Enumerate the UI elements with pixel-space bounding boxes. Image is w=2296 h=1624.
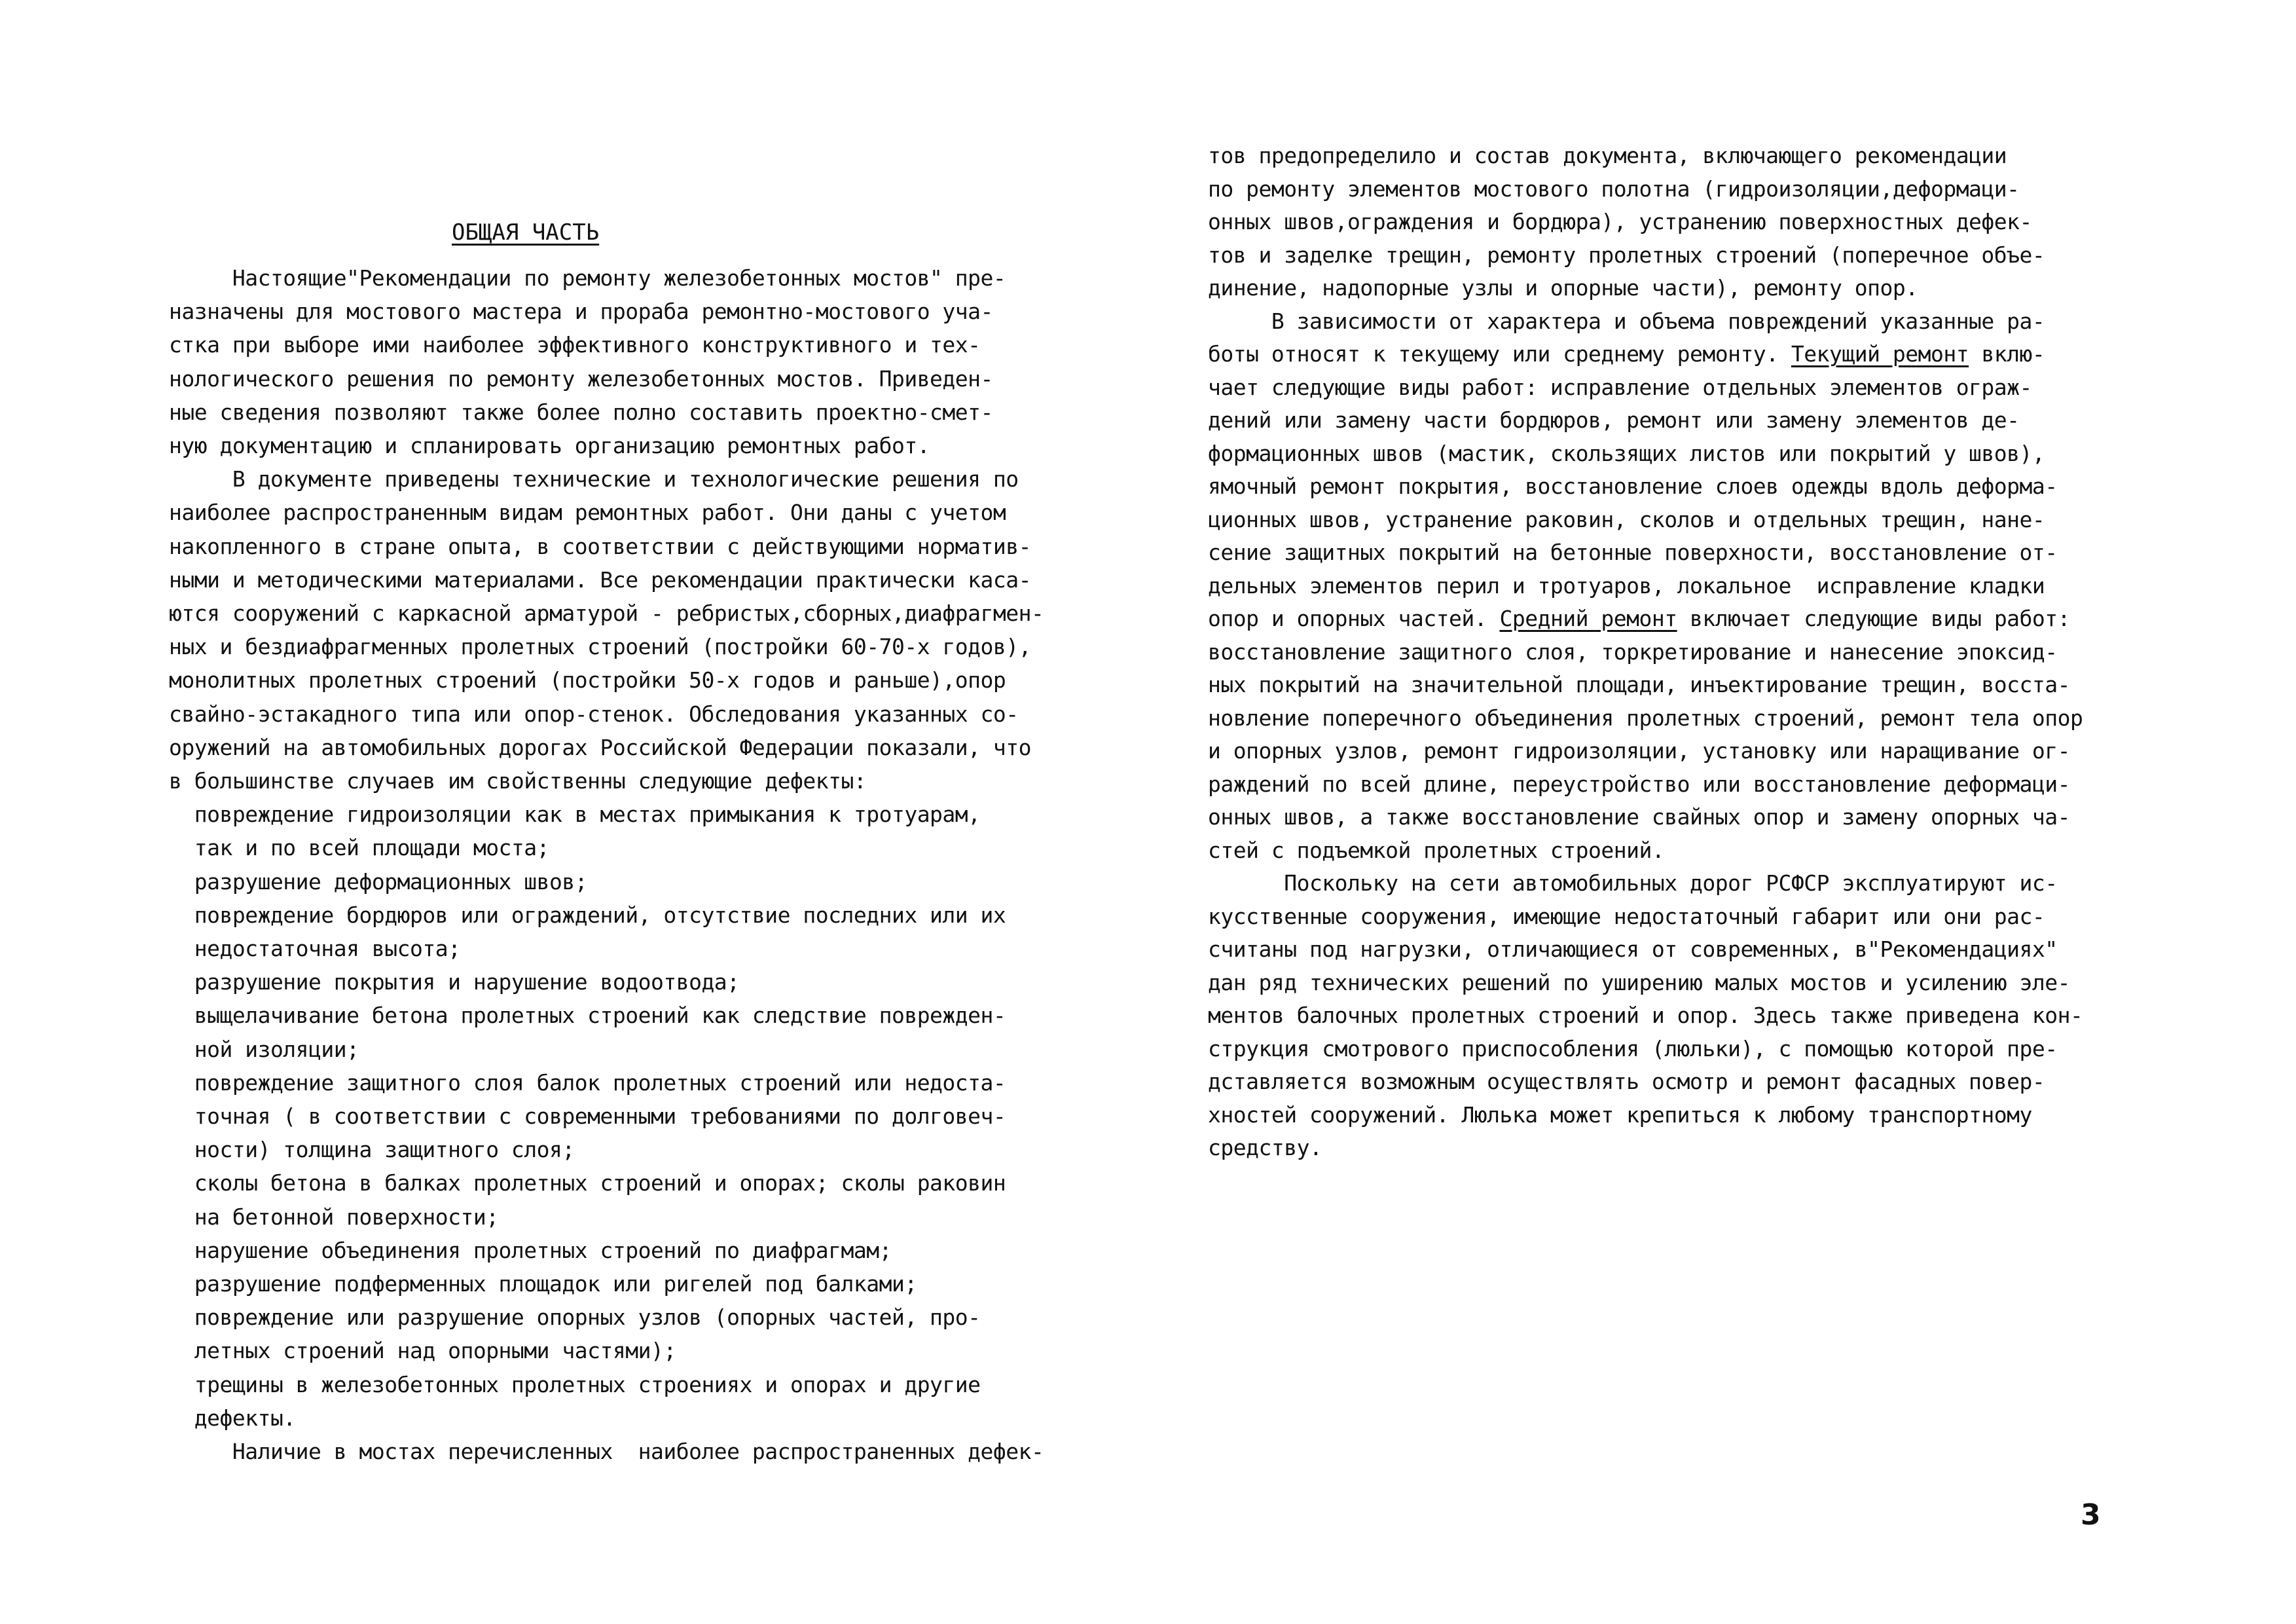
text-line: формационных швов (мастик, скользящих листов или покрытий у швов), (1208, 440, 2045, 466)
text-line: ные сведения позволяют также более полно составить проектно-смет- (169, 399, 993, 425)
text-line: летных строений над опорными частями); (169, 1338, 676, 1364)
text-line: нологического решения по ремонту железобетонных мостов. Приведен- (169, 365, 993, 392)
text-line: струкция смотрового приспособления (люльки), с помощью которой пре- (1208, 1035, 2058, 1061)
text-line: повреждение гидроизоляции как в местах примыкания к тротуарам, (169, 802, 981, 828)
section-heading: ОБЩАЯ ЧАСТЬ (452, 219, 600, 246)
text-line: ных покрытий на значительной площади, инъектирование трещин, восста- (1208, 672, 2071, 697)
text-line: восстановление защитного слоя, торкретирование и нанесение эпоксид- (1208, 638, 2058, 665)
text-line: ментов балочных пролетных строений и опор. Здесь также приведена кон- (1208, 1003, 2083, 1028)
text-line: ности) толщина защитного слоя; (169, 1137, 575, 1163)
text-line: и опорных узлов, ремонт гидроизоляции, установку или наращивание ог- (1208, 738, 2071, 764)
text-line: боты относят к текущему или среднему ремонту. Текущий ремонт вклю- (1208, 341, 2045, 367)
text-line: повреждение бордюров или ограждений, отсутствие последних или их (169, 902, 1006, 928)
text-line: В документе приведены технические и технологические решения по (169, 466, 1019, 492)
text-line: Настоящие"Рекомендации по ремонту железобетонных мостов" пре- (169, 265, 1006, 291)
text-line: так и по всей площади моста; (169, 835, 550, 861)
text-line: опор и опорных частей. Средний ремонт включает следующие виды работ: (1208, 606, 2071, 631)
text-line: ются сооружений с каркасной арматурой - ребристых,сборных,диафрагмен- (169, 600, 1044, 626)
text-line: тов предопределило и состав документа, включающего рекомендации (1208, 143, 2007, 168)
text-line: разрушение подферменных площадок или ригелей под балками; (169, 1271, 917, 1297)
text-line: свайно-эстакадного типа или опор-стенок. Обследования указанных со- (169, 701, 1019, 727)
text-line: дефекты. (169, 1405, 296, 1431)
text-line: монолитных пролетных строений (постройки 50-х годов и раньше),опор (169, 667, 1006, 693)
text-line: новление поперечного объединения пролетных строений, ремонт тела опор (1208, 705, 2083, 731)
text-line: на бетонной поверхности; (169, 1204, 499, 1230)
text-line: нарушение объединения пролетных строений по диафрагмам; (169, 1237, 892, 1263)
text-line: дан ряд технических решений по уширению малых мостов и усилению эле- (1208, 969, 2071, 995)
text-line: разрушение деформационных швов; (169, 868, 588, 895)
underlined-term: Средний ремонт (1499, 606, 1677, 631)
text-line: кусственные сооружения, имеющие недостаточный габарит или они рас- (1208, 903, 2045, 929)
text-line: повреждение защитного слоя балок пролетных строений или недоста- (169, 1069, 1006, 1096)
text-line: тов и заделке трещин, ремонту пролетных строений (поперечное объе- (1208, 242, 2045, 268)
text-line: ционных швов, устранение раковин, сколов и отдельных трещин, нане- (1208, 506, 2045, 532)
text-line: динение, надопорные узлы и опорные части), ремонту опор. (1208, 275, 1918, 301)
text-line: средству. (1208, 1135, 1322, 1160)
text-line: онных швов, а также восстановление свайных опор и замену опорных ча- (1208, 804, 2071, 830)
page-number: 3 (2081, 1498, 2101, 1532)
text-line: разрушение покрытия и нарушение водоотвода; (169, 969, 740, 995)
text-line: хностей сооружений. Люлька может крепиться к любому транспортному (1208, 1101, 2032, 1128)
text-line: наиболее распространенным видам ремонтных работ. Они даны с учетом (169, 500, 1006, 526)
text-line: по ремонту элементов мостового полотна (гидроизоляции,деформаци- (1208, 175, 2020, 202)
text-line: оружений на автомобильных дорогах Российской Федерации показали, что (169, 734, 1032, 760)
text-line: в большинстве случаев им свойственны следующие дефекты: (169, 768, 867, 794)
text-line: В зависимости от характера и объема повреждений указанные ра- (1208, 308, 2045, 334)
text-line: назначены для мостового мастера и прораба ремонтно-мостового уча- (169, 299, 993, 325)
text-line: точная ( в соответствии с современными требованиями по долговеч- (169, 1103, 1006, 1129)
text-line: выщелачивание бетона пролетных строений как следствие поврежден- (169, 1003, 1006, 1029)
text-line: ямочный ремонт покрытия, восстановление слоев одежды вдоль деформа- (1208, 473, 2058, 499)
text-line: Наличие в мостах перечисленных наиболее распространенных дефек- (169, 1439, 1044, 1464)
text-line: повреждение или разрушение опорных узлов (опорных частей, про- (169, 1304, 981, 1331)
text-line: раждений по всей длине, переустройство или восстановление деформаци- (1208, 771, 2071, 797)
text-line: онных швов,ограждения и бордюра), устранению поверхностных дефек- (1208, 209, 2032, 234)
text-line: накопленного в стране опыта, в соответствии с действующими норматив- (169, 533, 1032, 559)
text-line: стка при выборе ими наиболее эффективного конструктивного и тех- (169, 332, 981, 358)
text-line: ную документацию и спланировать организацию ремонтных работ. (169, 433, 930, 458)
text-line: ных и бездиафрагменных пролетных строений (постройки 60-70-х годов), (169, 634, 1032, 660)
text-line: ной изоляции; (169, 1036, 359, 1062)
text-line: дельных элементов перил и тротуаров, локальное исправление кладки (1208, 572, 2045, 599)
text-line: дставляется возможным осуществлять осмотр и ремонт фасадных повер- (1208, 1069, 2045, 1094)
text-line: считаны под нагрузки, отличающиеся от современных, в"Рекомендациях" (1208, 936, 2058, 962)
text-line: трещины в железобетонных пролетных строениях и опорах и другие (169, 1371, 981, 1397)
text-line: ными и методическими материалами. Все рекомендации практически каса- (169, 566, 1032, 593)
text-line: недостаточная высота; (169, 936, 461, 961)
text-line: дений или замену части бордюров, ремонт или замену элементов де- (1208, 407, 2020, 433)
underlined-term: Текущий ремонт (1791, 341, 1969, 367)
text-line: чает следующие виды работ: исправление отдельных элементов ограж- (1208, 374, 2032, 400)
text-line: сение защитных покрытий на бетонные поверхности, восстановление от- (1208, 540, 2058, 565)
text-line: стей с подъемкой пролетных строений. (1208, 837, 1665, 863)
text-line: Поскольку на сети автомобильных дорог РСФСР эксплуатируют ис- (1208, 870, 2058, 896)
text-line: сколы бетона в балках пролетных строений и опорах; сколы раковин (169, 1170, 1006, 1196)
